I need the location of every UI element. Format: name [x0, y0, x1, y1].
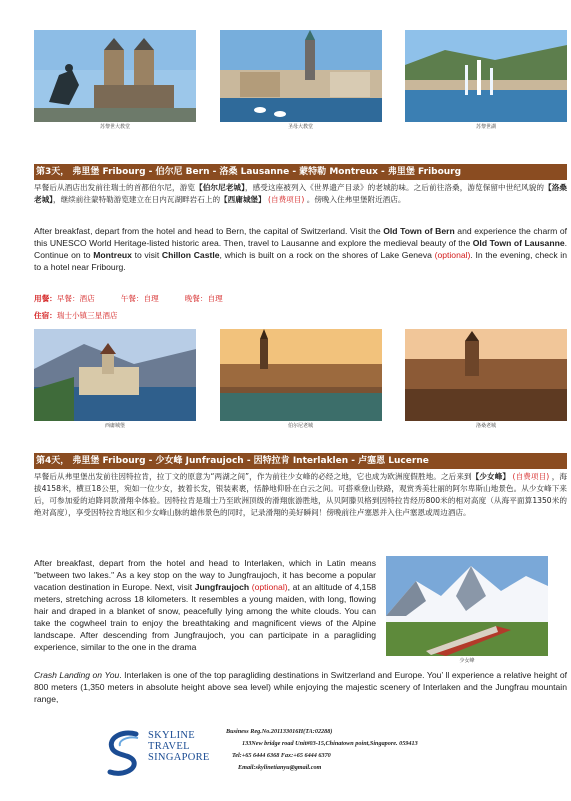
highlight: Old Town of Bern — [383, 226, 455, 236]
highlight: 【少女峰】 — [471, 472, 511, 481]
text: ，感受这座被列入《世界遗产目录》的老城韵味。之后前往洛桑，游览保留中世纪风貌的 — [244, 183, 545, 192]
optional-tag: (自费项目) — [510, 472, 552, 481]
photo-caption: 西庸城堡 — [104, 423, 125, 429]
highlight: Old Town of Lausanne — [472, 238, 565, 248]
optional-tag: (optional) — [251, 582, 288, 592]
business-reg: Business Reg.No.201133016H(TA:02288) — [226, 728, 333, 735]
text: After breakfast, depart from the hotel and head to Interlaken, which in Latin means "between two lakes." As a key stop on the way to Jungfraujoch, it has become a popular vacation destination in Europe. Next, visit — [34, 558, 376, 592]
lausanne-old-town-photo — [405, 329, 567, 421]
day3-meals — [34, 293, 223, 305]
stay-value: 瑞士小镇三星酒店 — [56, 311, 118, 320]
photo-caption: 圣母大教堂 — [287, 124, 313, 130]
text: . Continue on to — [34, 238, 567, 260]
text: . In the evening, check in to a hotel near Fribourg. — [34, 250, 567, 272]
photo-card — [34, 329, 196, 429]
day4-en-paragraph-wrapped — [34, 557, 376, 653]
company-logo-text — [148, 730, 210, 763]
meals-label: 用餐： — [34, 294, 57, 303]
day4-zh-paragraph — [34, 471, 567, 519]
text: and experience the charm of this UNESCO World Heritage-listed historic area. Then, travel to Lausanne and explore the medieval beauty of the — [34, 226, 567, 248]
footer — [0, 718, 571, 801]
day3-photo-row — [34, 329, 567, 429]
drama-title: Crash Landing on You — [34, 670, 120, 680]
address: 133New bridge road Unit#03-15,Chinatown point,Singapore. 059413 — [242, 740, 418, 747]
stay-label: 住宿： — [34, 311, 57, 320]
text: ，海拔4158米，横亘18公里，宛如一位少女，披着长发，银装素裹，恬静地仰卧在白云之间。可搭乘登山铁路，观赏秀美壮丽的阿尔卑斯山地景色。从少女峰下来后，可参加爱的迫降同款滑翔伞体验。因特拉肯是瑞士乃至欧洲顶级的滑翔旅游胜地，从贝阿滕贝格到因特拉肯经历800米的相对高度（从海平面算1350米的绝对高度），享受因特拉肯地区和少女峰山脉的雄伟景色的同时，记录滑翔的美好瞬间！傍晚前往卢塞恩并入住卢塞恩或周边酒店。 — [34, 472, 568, 517]
photo-caption: 洛桑老城 — [475, 423, 496, 429]
text: 早餐后从弗里堡出发前往因特拉肯，拉丁文的原意为“两湖之间”，作为前往少女峰的必经之地，它也成为欧洲度假胜地。之后来到 — [34, 472, 472, 481]
bern-old-town-photo — [220, 329, 382, 421]
email: Email:skylinetianyu@gmail.com — [238, 764, 322, 771]
photo-caption: 苏黎世大教堂 — [99, 124, 130, 130]
logo-line: SKYLINE — [148, 730, 196, 741]
lake-zurich-photo — [405, 30, 567, 122]
lunch: 午餐：自理 — [120, 294, 159, 303]
photo-caption: 苏黎世湖 — [475, 124, 496, 130]
text: After breakfast, depart from the hotel and head to Bern, the capital of Switzerland. Visit the — [34, 226, 384, 236]
photo-card — [220, 30, 382, 130]
jungfrau-photo — [386, 556, 548, 666]
highlight: Chillon Castle — [161, 250, 220, 260]
text: 。傍晚入住弗里堡附近酒店。 — [306, 195, 406, 204]
photo-card — [405, 329, 567, 429]
text: ，继续前往蒙特勒游览建立在日内瓦湖畔岩石上的 — [52, 195, 221, 204]
skyline-logo-icon — [102, 728, 146, 778]
text: to visit — [131, 250, 162, 260]
logo-line: SINGAPORE — [148, 752, 210, 763]
photo-card — [220, 329, 382, 429]
day3-heading: 第3天， 弗里堡 Fribourg - 伯尔尼 Bern - 洛桑 Lausanne - 蒙特勒 Montreux - 弗里堡 Fribourg — [34, 164, 567, 180]
company-info — [226, 726, 418, 774]
dinner: 晚餐：自理 — [184, 294, 223, 303]
optional-tag: (optional) — [434, 250, 471, 260]
chillon-castle-photo — [34, 329, 196, 421]
highlight: Montreux — [93, 250, 132, 260]
photo-card — [405, 30, 567, 130]
day3-en-paragraph — [34, 225, 567, 273]
optional-tag: (自费项目) — [265, 195, 307, 204]
highlight: Jungfraujoch — [194, 582, 250, 592]
day4-en-paragraph-full — [34, 669, 567, 705]
day3-stay — [34, 310, 118, 322]
highlight: 【伯尔尼老城】 — [195, 183, 245, 192]
text: , at an altitude of 4,158 meters, stretching across 18 kilometers. It resembles a young maiden, with long, flowing hair and draped in a blanket of snow, peacefully lying among the white clouds. You can take the cogwheel train to enjoy the breathtaking and magnificent views of the Alpine landscape. After descending from Jungfraujoch, you can participate in a paragliding experience, similar to the one in the drama — [34, 582, 377, 652]
photo-caption: 伯尔尼老城 — [287, 423, 313, 429]
phone-fax: Tel:+65 6444 6368 Fax:+65 6444 6370 — [232, 752, 331, 759]
text: , which is built on a rock on the shores of Lake Geneva — [219, 250, 435, 260]
logo-line: TRAVEL — [148, 741, 190, 752]
fraumunster-church-photo — [220, 30, 382, 122]
highlight: 【西庸城堡】 — [220, 195, 266, 204]
grossmunster-church-photo — [34, 30, 196, 122]
highlight: 【洛桑老城】 — [34, 183, 568, 204]
day3-zh-paragraph — [34, 182, 567, 206]
text: . Interlaken is one of the top paragliding destinations in Switzerland and Europe. You’ ll experience a relative height of 800 meters (1,350 meters in absolute height above sea level) while enjoying the majestic scenery of Interlaken and the Jungfrau mountain range, — [34, 670, 567, 704]
photo-caption: 少女峰 — [459, 658, 475, 664]
breakfast: 早餐：酒店 — [56, 294, 95, 303]
text: 早餐后从酒店出发前往瑞士的首都伯尔尼，游览 — [34, 183, 196, 192]
jungfrau-train-photo — [386, 556, 548, 656]
top-photo-row — [34, 30, 567, 130]
photo-card — [34, 30, 196, 130]
day4-heading: 第4天， 弗里堡 Fribourg - 少女峰 Junfraujoch - 因特拉肯 Interlaklen - 卢塞恩 Lucerne — [34, 453, 567, 469]
